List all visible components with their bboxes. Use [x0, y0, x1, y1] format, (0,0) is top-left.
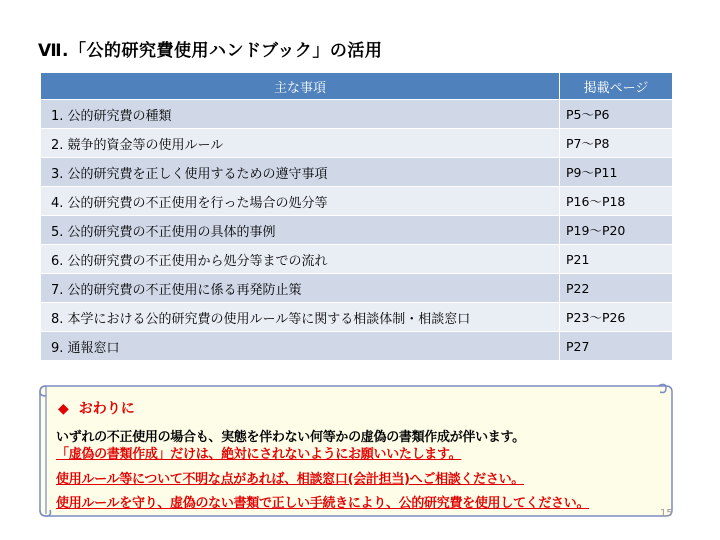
topic-cell: 6. 公的研究費の不正使用から処分等までの流れ	[41, 245, 560, 274]
page-cell: P22	[560, 274, 673, 303]
closing-line-3: 使用ルール等について不明な点があれば、相談窓口(会計担当)へご相談ください。	[56, 472, 524, 487]
closing-line-4: 使用ルールを守り、虚偽のない書類で正しい手続きにより、公的研究費を使用してください。	[56, 496, 590, 511]
topic-cell: 5. 公的研究費の不正使用の具体的事例	[41, 216, 560, 245]
table-row	[41, 158, 673, 187]
closing-heading-text: おわりに	[78, 401, 135, 417]
table-header-row	[41, 73, 673, 100]
page-cell: P23〜P26	[560, 303, 673, 332]
slide-title: Ⅶ.「公的研究費使用ハンドブック」の活用	[38, 41, 383, 61]
table-row	[41, 216, 673, 245]
page-cell: P7〜P8	[560, 129, 673, 158]
header-page: 掲載ページ	[560, 73, 673, 100]
page-number: 15	[660, 508, 673, 519]
closing-line-2: 「虚偽の書類作成」だけは、絶対にされないようにお願いいたします。	[56, 447, 462, 462]
table-row	[41, 303, 673, 332]
closing-heading	[58, 398, 135, 418]
table-row	[41, 332, 673, 361]
topic-cell: 7. 公的研究費の不正使用に係る再発防止策	[41, 274, 560, 303]
header-main-topic: 主な事項	[41, 73, 560, 100]
table-row	[41, 245, 673, 274]
topic-cell: 9. 通報窓口	[41, 332, 560, 361]
table-row	[41, 274, 673, 303]
topic-cell: 4. 公的研究費の不正使用を行った場合の処分等	[41, 187, 560, 216]
page-cell: P16〜P18	[560, 187, 673, 216]
closing-line-1: いずれの不正使用の場合も、実態を伴わない何等かの虚偽の書類作成が伴います。	[56, 430, 525, 445]
topic-cell: 8. 本学における公的研究費の使用ルール等に関する相談体制・相談窓口	[41, 303, 560, 332]
reference-table	[40, 72, 673, 361]
page-cell: P5〜P6	[560, 100, 673, 129]
page-cell: P9〜P11	[560, 158, 673, 187]
topic-cell: 3. 公的研究費を正しく使用するための遵守事項	[41, 158, 560, 187]
table-row	[41, 187, 673, 216]
table-row	[41, 129, 673, 158]
topic-cell: 1. 公的研究費の種類	[41, 100, 560, 129]
page-cell: P19〜P20	[560, 216, 673, 245]
diamond-icon: ◆	[58, 401, 69, 417]
table-row	[41, 100, 673, 129]
topic-cell: 2. 競争的資金等の使用ルール	[41, 129, 560, 158]
page-cell: P21	[560, 245, 673, 274]
page-cell: P27	[560, 332, 673, 361]
